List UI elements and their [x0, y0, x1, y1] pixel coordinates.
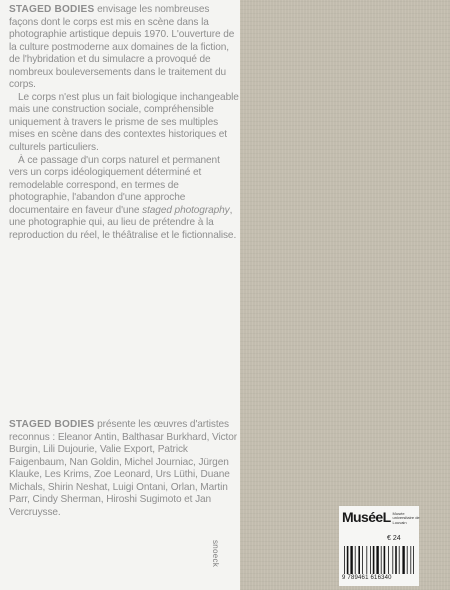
description-block — [9, 4, 239, 242]
barcode-icon — [344, 546, 414, 574]
paragraph-part-b: , une photographie qui, au lieu de prétendre à la reproduction du réel, le théâtralise et le fictionnalise. — [9, 204, 237, 241]
staged-photography-term: staged photography — [142, 204, 230, 216]
cardboard-panel — [240, 0, 450, 590]
price-sticker — [339, 506, 419, 586]
title-lead-2: STAGED BODIES — [9, 419, 95, 430]
artists-paragraph — [9, 419, 239, 519]
artists-block — [9, 419, 239, 519]
paragraph-staged-photography — [9, 155, 239, 243]
paragraph-intro — [9, 4, 239, 92]
price-tag: € 24 — [387, 535, 401, 542]
museum-name: Musée universitaire de Louvain — [392, 511, 420, 525]
title-lead: STAGED BODIES — [9, 4, 95, 15]
museum-logo-group — [342, 510, 423, 525]
artists-list: présente les œuvres d'artistes reconnus : Eleanor Antin, Balthasar Burkhard, Victor Burgin, Lili Dujourie, Valie Export, Patrick Faigenbaum, Nan Goldin, Michel Journiac, Jürgen Klauke, Les Krims, Zoe Leonard, Urs Lüthi, Duane Michals, Shirin Neshat, Luigi Ontani, Orlan, Martin Parr, Cindy Sherman, Hiroshi Sugimoto et Jan Vercruysse. — [9, 419, 238, 518]
barcode-number: 9 789461 616340 — [342, 575, 392, 581]
paragraph-intro-text: envisage les nombreuses façons dont le corps est mis en scène dans la photographie artistique depuis 1970. L'ouverture de la culture postmoderne aux domaines de la fiction, de l'hybridation et du simulacre a provoqué de nombreux bouleversements dans le traitement du corps. — [9, 4, 235, 91]
paragraph-body: Le corps n'est plus un fait biologique inchangeable mais une construction sociale, compréhensible uniquement à travers le prisme de ses multiples mises en scène dans des contextes historiques et culturels particuliers. — [9, 91, 239, 154]
publisher-label: snoeck — [211, 540, 220, 568]
museum-logo: MuséeL — [342, 509, 391, 525]
paragraph-part-a: À ce passage d'un corps naturel et permanent vers un corps idéologiquement déterminé et remodelable correspond, en termes de photographie, l'abandon d'une approche documentaire en faveur d'une — [9, 154, 220, 216]
